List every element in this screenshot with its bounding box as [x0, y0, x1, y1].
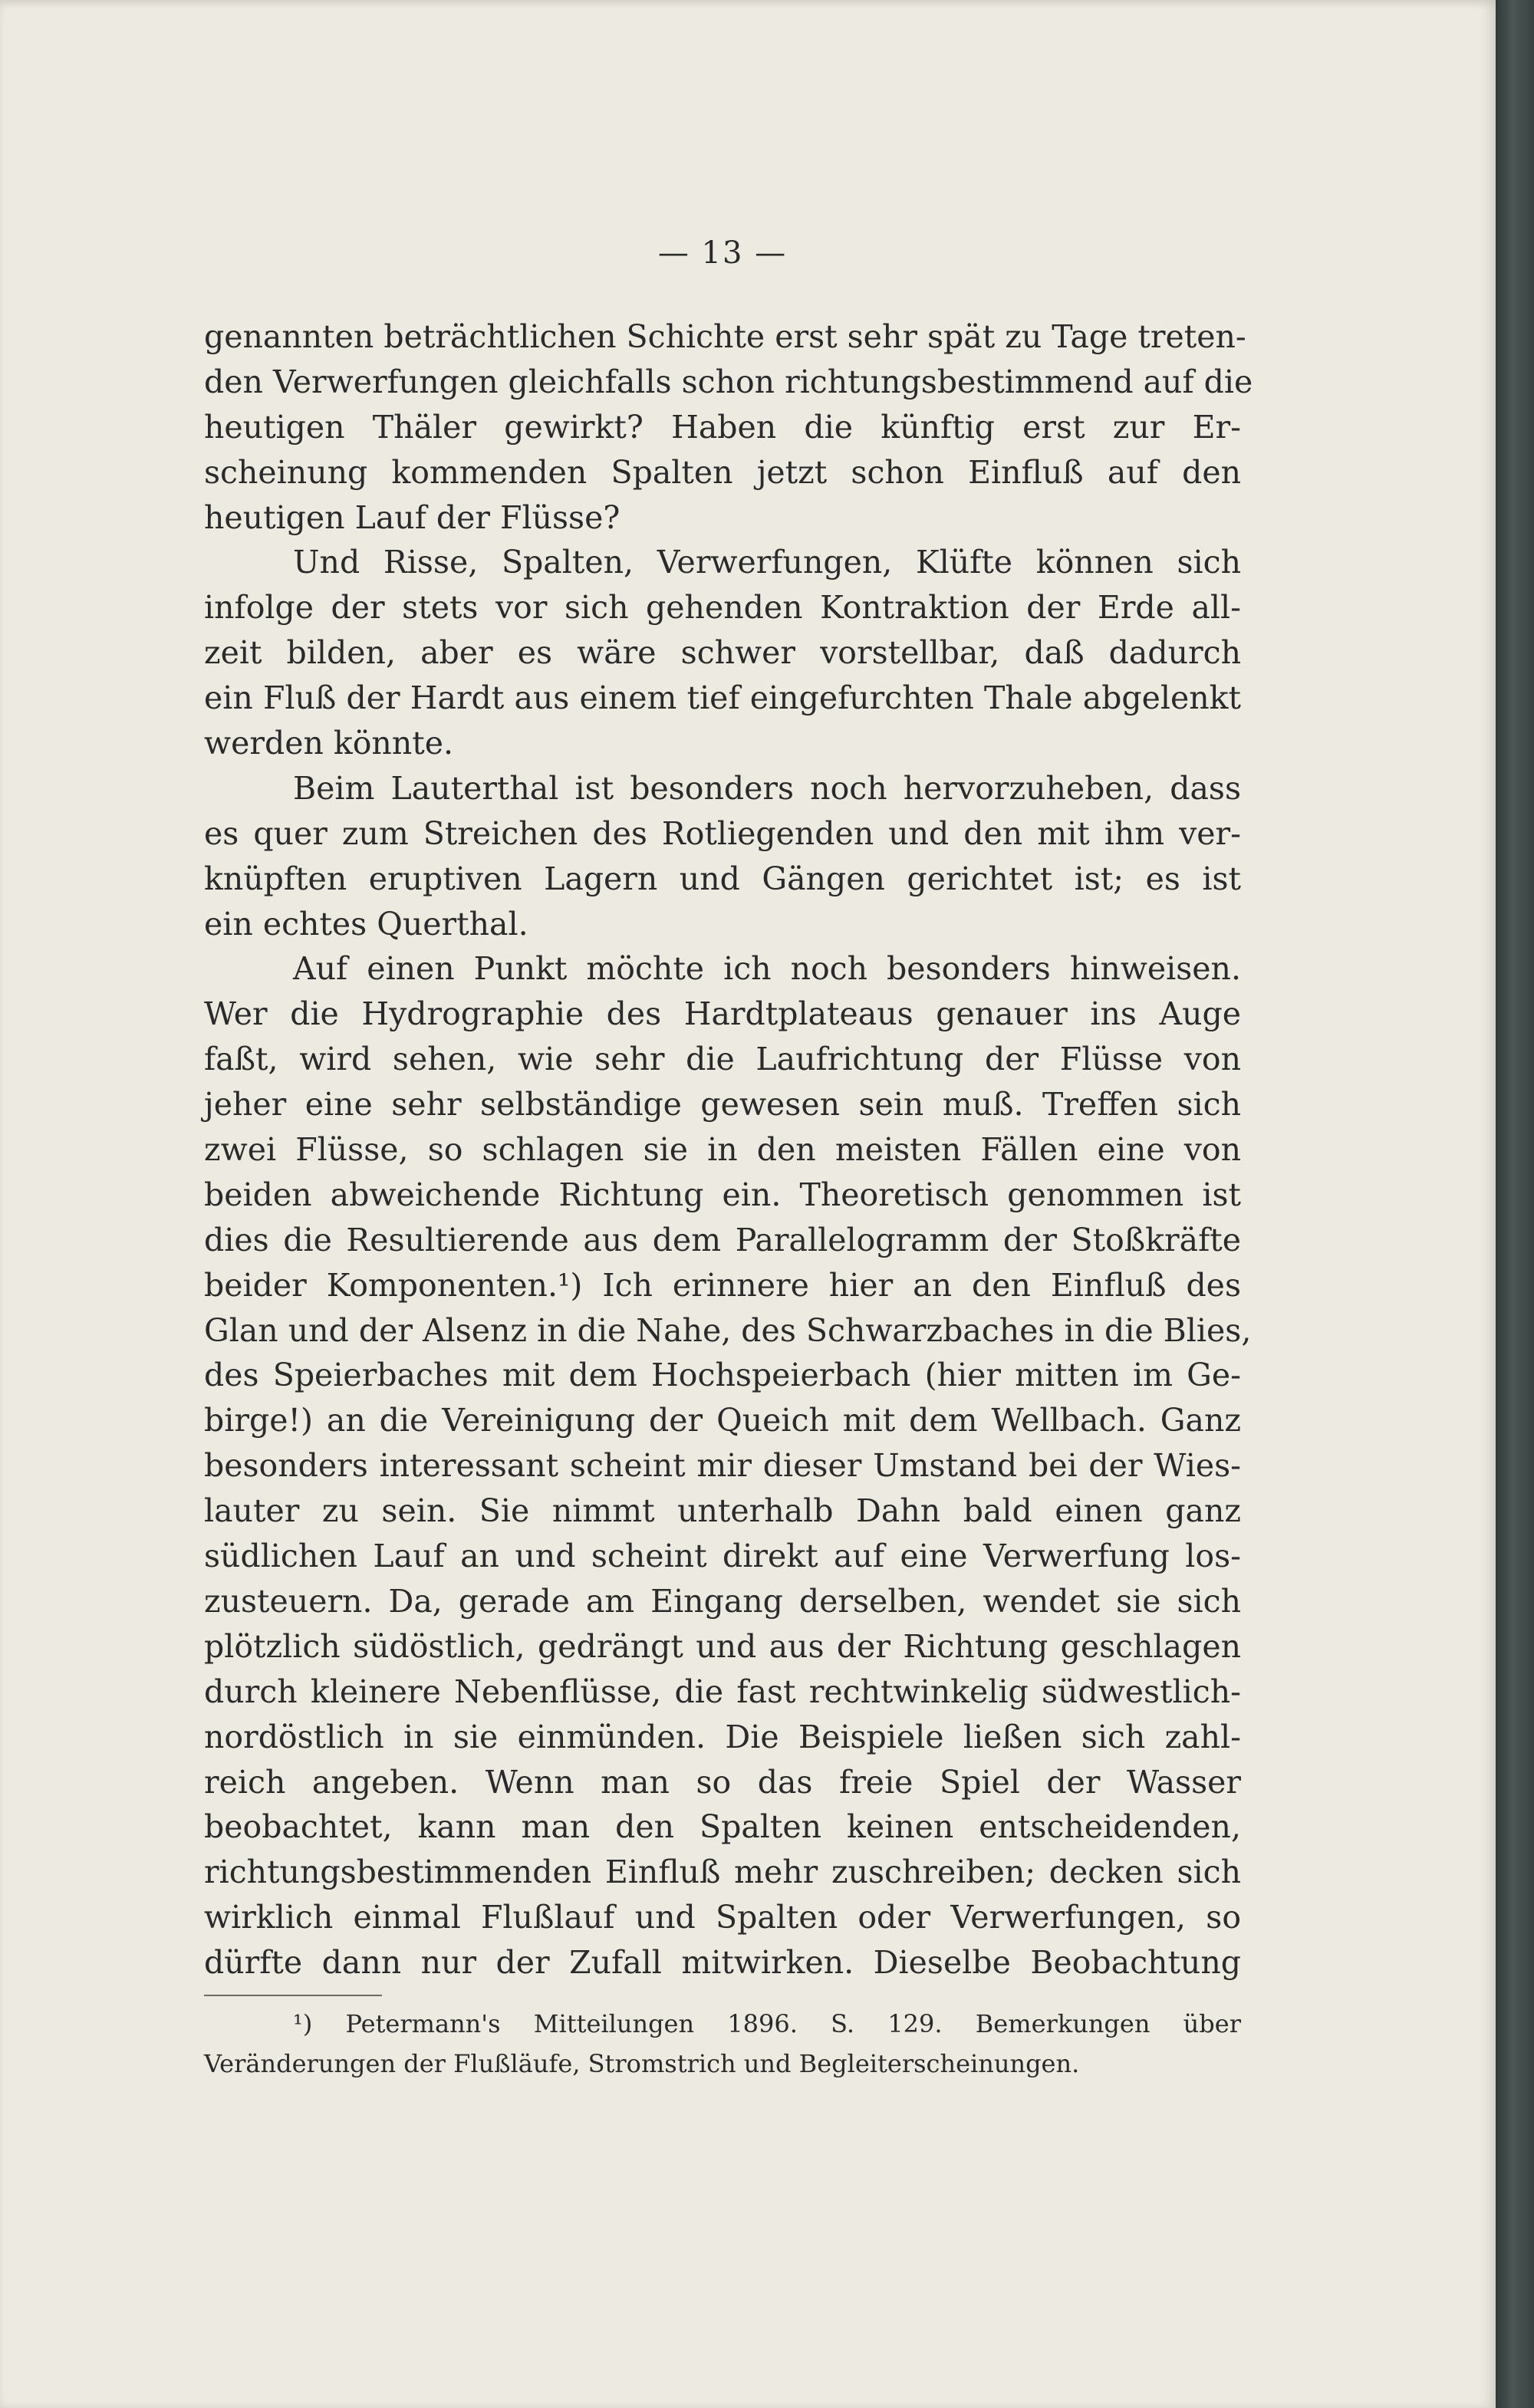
text-line: plötzlich südöstlich, gedrängt und aus der Richtung geschlagen	[204, 1627, 1241, 1665]
text-line: besonders interessant scheint mir dieser Umstand bei der Wies-	[204, 1447, 1241, 1485]
text-line: reich angeben. Wenn man so das freie Spiel der Wasser	[204, 1763, 1241, 1801]
text-line: knüpften eruptiven Lagern und Gängen gerichtet ist; es ist	[204, 860, 1241, 897]
text-line: birge!) an die Vereinigung der Queich mit dem Wellbach. Ganz	[204, 1402, 1241, 1439]
text-line: ein echtes Querthal.	[204, 905, 528, 942]
book-edge	[1496, 0, 1534, 2408]
body-text	[204, 314, 1253, 1985]
text-line: genannten beträchtlichen Schichte erst sehr spät zu Tage treten-	[204, 318, 1246, 355]
text-line: wirklich einmal Flußlauf und Spalten oder Verwerfungen, so	[204, 1899, 1241, 1936]
text-line: faßt, wird sehen, wie sehr die Laufrichtung der Flüsse von	[204, 1041, 1241, 1078]
text-line: dürfte dann nur der Zufall mitwirken. Dieselbe Beobachtung	[204, 1944, 1241, 1982]
text-line: infolge der stets vor sich gehenden Kontraktion der Erde all-	[204, 589, 1241, 627]
text-line: Beim Lauterthal ist besonders noch hervorzuheben, dass	[293, 769, 1241, 807]
text-line: nordöstlich in sie einmünden. Die Beispiele ließen sich zahl-	[204, 1718, 1241, 1755]
text-line: Und Risse, Spalten, Verwerfungen, Klüfte können sich	[293, 544, 1241, 581]
text-line: des Speierbaches mit dem Hochspeierbach (hier mitten im Ge-	[204, 1357, 1241, 1394]
text-line: es quer zum Streichen des Rotliegenden und den mit ihm ver-	[204, 814, 1241, 852]
footnote-line: ¹) Petermann's Mitteilungen 1896. S. 129. Bemerkungen über	[293, 2008, 1241, 2038]
text-line: beobachtet, kann man den Spalten keinen entscheidenden,	[204, 1808, 1241, 1846]
text-line: heutigen Lauf der Flüsse?	[204, 498, 621, 536]
text-line: Wer die Hydrographie des Hardtplateaus genauer ins Auge	[204, 995, 1241, 1033]
footnote	[204, 2004, 1241, 2084]
text-line: Glan und der Alsenz in die Nahe, des Schwarzbaches in die Blies,	[204, 1311, 1252, 1349]
text-line: zwei Flüsse, so schlagen sie in den meisten Fällen eine von	[204, 1131, 1241, 1169]
text-line: zusteuern. Da, gerade am Eingang derselben, wendet sie sich	[204, 1582, 1241, 1620]
text-line: heutigen Thäler gewirkt? Haben die künftig erst zur Er-	[204, 408, 1241, 446]
text-line: südlichen Lauf an und scheint direkt auf eine Verwerfung los-	[204, 1538, 1241, 1575]
text-line: Auf einen Punkt möchte ich noch besonders hinweisen.	[293, 950, 1241, 988]
text-block	[204, 230, 1253, 2084]
text-line: zeit bilden, aber es wäre schwer vorstellbar, daß dadurch	[204, 634, 1241, 672]
text-line: beider Komponenten.¹) Ich erinnere hier an den Einfluß des	[204, 1266, 1241, 1304]
text-line: richtungsbestimmenden Einfluß mehr zuschreiben; decken sich	[204, 1854, 1241, 1891]
text-line: beiden abweichende Richtung ein. Theoretisch genommen ist	[204, 1176, 1241, 1213]
footnote-line: Veränderungen der Flußläufe, Stromstrich und Begleiterscheinungen.	[204, 2048, 1080, 2078]
text-line: werden könnte.	[204, 725, 454, 762]
text-line: den Verwerfungen gleichfalls schon richtungsbestimmend auf die	[204, 363, 1253, 400]
text-line: lauter zu sein. Sie nimmt unterhalb Dahn bald einen ganz	[204, 1492, 1241, 1530]
page-number: — 13 —	[657, 235, 788, 271]
text-line: jeher eine sehr selbständige gewesen sein muß. Treffen sich	[204, 1086, 1241, 1123]
text-line: durch kleinere Nebenflüsse, die fast rechtwinkelig südwestlich-	[204, 1673, 1241, 1710]
text-line: ein Fluß der Hardt aus einem tief eingefurchten Thale abgelenkt	[204, 679, 1241, 717]
footnote-divider	[204, 1995, 382, 1996]
text-line: scheinung kommenden Spalten jetzt schon Einfluß auf den	[204, 453, 1241, 491]
text-line: dies die Resultierende aus dem Parallelogramm der Stoßkräfte	[204, 1221, 1241, 1258]
